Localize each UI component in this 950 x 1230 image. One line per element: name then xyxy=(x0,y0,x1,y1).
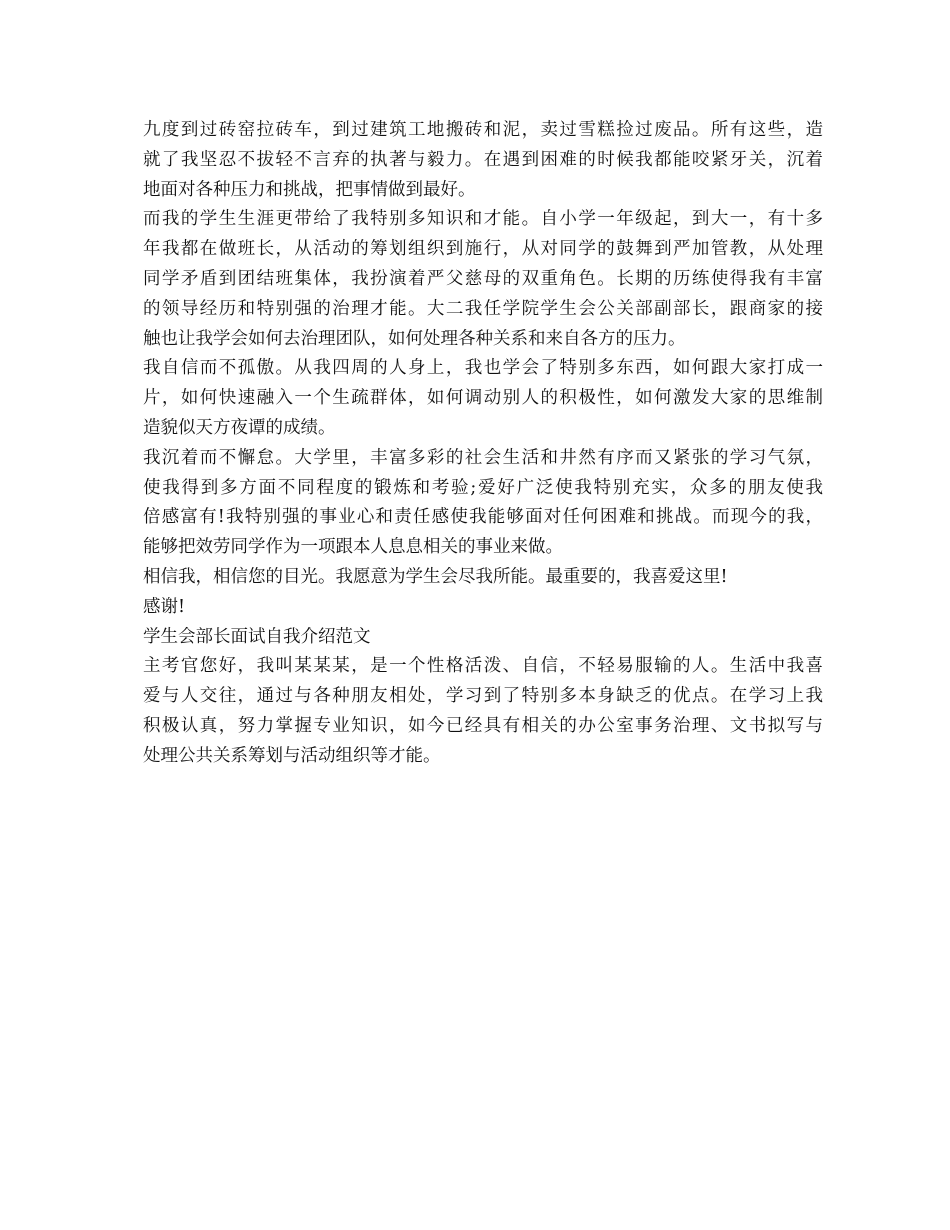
text-line: 年我都在做班长，从活动的筹划组织到施行，从对同学的鼓舞到严加管教，从处理 xyxy=(143,239,823,260)
text-line: 而我的学生生涯更带给了我特别多知识和才能。自小学一年级起，到大一，有十多 xyxy=(143,209,823,230)
text-line: 的领导经历和特别强的治理才能。大二我任学院学生会公关部副部长，跟商家的接 xyxy=(143,298,823,319)
text-line: 爱与人交往，通过与各种朋友相处，学习到了特别多本身缺乏的优点。在学习上我 xyxy=(143,686,823,707)
text-line: 感谢! xyxy=(143,596,186,617)
section-heading: 学生会部长面试自我介绍范文 xyxy=(143,626,371,647)
text-line: 造貌似天方夜谭的成绩。 xyxy=(143,417,336,438)
text-line: 主考官您好，我叫某某某，是一个性格活泼、自信，不轻易服输的人。生活中我喜 xyxy=(143,656,823,677)
document-body xyxy=(143,116,823,772)
text-line: 地面对各种压力和挑战，把事情做到最好。 xyxy=(143,179,476,200)
text-line: 能够把效劳同学作为一项跟本人息息相关的事业来做。 xyxy=(143,537,563,558)
text-line: 触也让我学会如何去治理团队，如何处理各种关系和来自各方的压力。 xyxy=(143,328,686,349)
text-line: 相信我，相信您的目光。我愿意为学生会尽我所能。最重要的，我喜爱这里! xyxy=(143,566,728,587)
text-line: 积极认真，努力掌握专业知识，如今已经具有相关的办公室事务治理、文书拟写与 xyxy=(143,715,823,736)
text-line: 使我得到多方面不同程度的锻炼和考验;爱好广泛使我特别充实，众多的朋友使我 xyxy=(143,477,823,498)
text-line: 片，如何快速融入一个生疏群体，如何调动别人的积极性，如何激发大家的思维制 xyxy=(143,388,823,409)
text-line: 处理公共关系筹划与活动组织等才能。 xyxy=(143,745,441,766)
text-line: 九度到过砖窑拉砖车，到过建筑工地搬砖和泥，卖过雪糕捡过废品。所有这些，造 xyxy=(143,120,823,140)
text-line: 我沉着而不懈怠。大学里，丰富多彩的社会生活和井然有序而又紧张的学习气氛， xyxy=(143,447,823,468)
text-line: 我自信而不孤傲。从我四周的人身上，我也学会了特别多东西，如何跟大家打成一 xyxy=(143,358,823,379)
text-line: 倍感富有!我特别强的事业心和责任感使我能够面对任何困难和挑战。而现今的我， xyxy=(143,507,823,528)
text-line: 就了我坚忍不拔轻不言弃的执著与毅力。在遇到困难的时候我都能咬紧牙关，沉着 xyxy=(143,149,823,170)
text-line: 同学矛盾到团结班集体，我扮演着严父慈母的双重角色。长期的历练使得我有丰富 xyxy=(143,268,823,289)
